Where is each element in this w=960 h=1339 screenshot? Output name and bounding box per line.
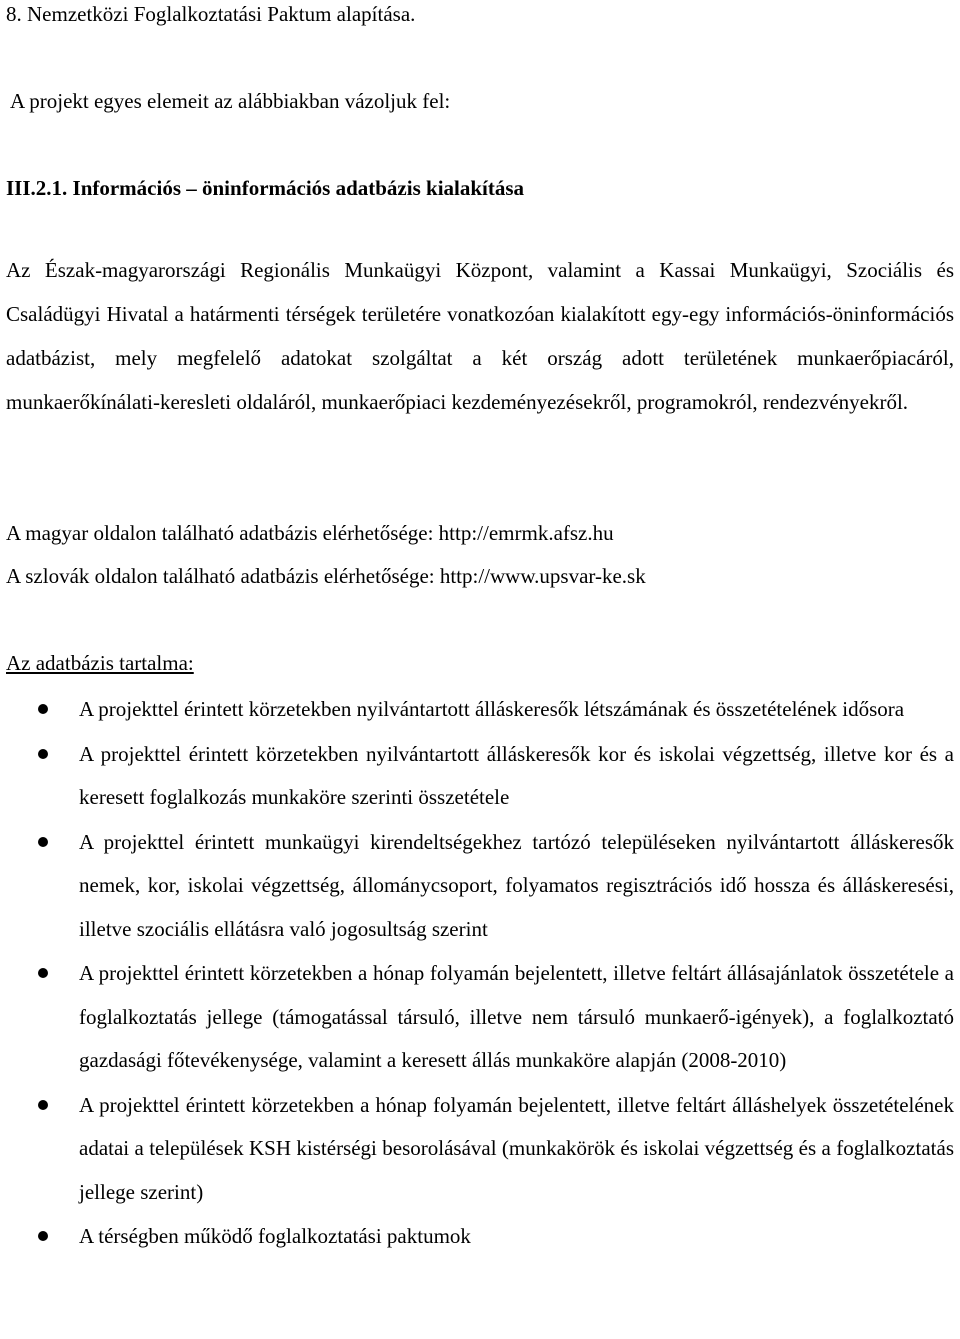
list-item-text: A projekttel érintett körzetekben a hónap folyamán bejelentett, illetve feltárt álláshelyek összetételének adatai a települések KSH kistérségi besorolásával (munkakörök és iskolai végzettség és a foglalkoztatás jellege szerint) [79, 1092, 954, 1204]
list-item [0, 1084, 960, 1215]
slovak-database-link[interactable]: A szlovák oldalon található adatbázis elérhetősége: http://www.upsvar-ke.sk [6, 564, 646, 588]
content-list [0, 688, 960, 1260]
bullet-icon [38, 837, 48, 847]
list-item [0, 688, 960, 732]
list-item [0, 821, 960, 952]
list-item [0, 733, 960, 820]
bullet-icon [38, 968, 48, 978]
bullet-icon [38, 1100, 48, 1110]
bullet-icon [38, 749, 48, 759]
list-item-text: A térségben működő foglalkoztatási paktumok [79, 1224, 471, 1248]
list-item-text: A projekttel érintett körzetekben a hónap folyamán bejelentett, illetve feltárt állásajánlatok összetétele a foglalkoztatás jellege (támogatással társuló, illetve nem társuló munkaerő-igények), a foglalkoztató gazdasági főtevékenysége, valamint a keresett állás munkaköre alapján (2008-2010) [79, 961, 954, 1072]
hungarian-database-link[interactable]: A magyar oldalon található adatbázis elérhetősége: http://emrmk.afsz.hu [6, 521, 614, 545]
bullet-icon [38, 704, 48, 714]
intro-text: A projekt egyes elemeit az alábbiakban vázoljuk fel: [10, 89, 451, 113]
content-heading: Az adatbázis tartalma: [6, 651, 194, 675]
list-item-text: A projekttel érintett munkaügyi kirendeltségekhez tartózó településeken nyilvántartott álláskeresők nemek, kor, iskolai végzettség, állománycsoport, folyamatos regisztrációs idő hossza és álláskeresési, illetve szociális ellátásra való jogosultság szerint [79, 829, 954, 941]
numbered-heading: 8. Nemzetközi Foglalkoztatási Paktum alapítása. [6, 2, 416, 26]
list-item-text: A projekttel érintett körzetekben nyilvántartott álláskeresők létszámának és összetételének idősora [79, 697, 905, 721]
list-item [0, 1215, 960, 1259]
section-title: III.2.1. Információs – öninformációs adatbázis kialakítása [6, 176, 525, 200]
list-item-text: A projekttel érintett körzetekben nyilvántartott álláskeresők kor és iskolai végzettség, illetve kor és a keresett foglalkozás munkaköre szerinti összetétele [79, 741, 954, 809]
body-paragraph: Az Észak-magyarországi Regionális Munkaügyi Központ, valamint a Kassai Munkaügyi, Szociális és Családügyi Hivatal a határmenti térségek területére vonatkozóan kialakított egy-egy információs-öninformációs adatbázist, mely megfelelő adatokat szolgáltat a két ország adott területének munkaerőpiacáról, munkaerőkínálati-keresleti oldaláról, munkaerőpiaci kezdeményezésekről, programokról, rendezvényekről. [6, 258, 954, 414]
list-item [0, 952, 960, 1083]
bullet-icon [38, 1231, 48, 1241]
